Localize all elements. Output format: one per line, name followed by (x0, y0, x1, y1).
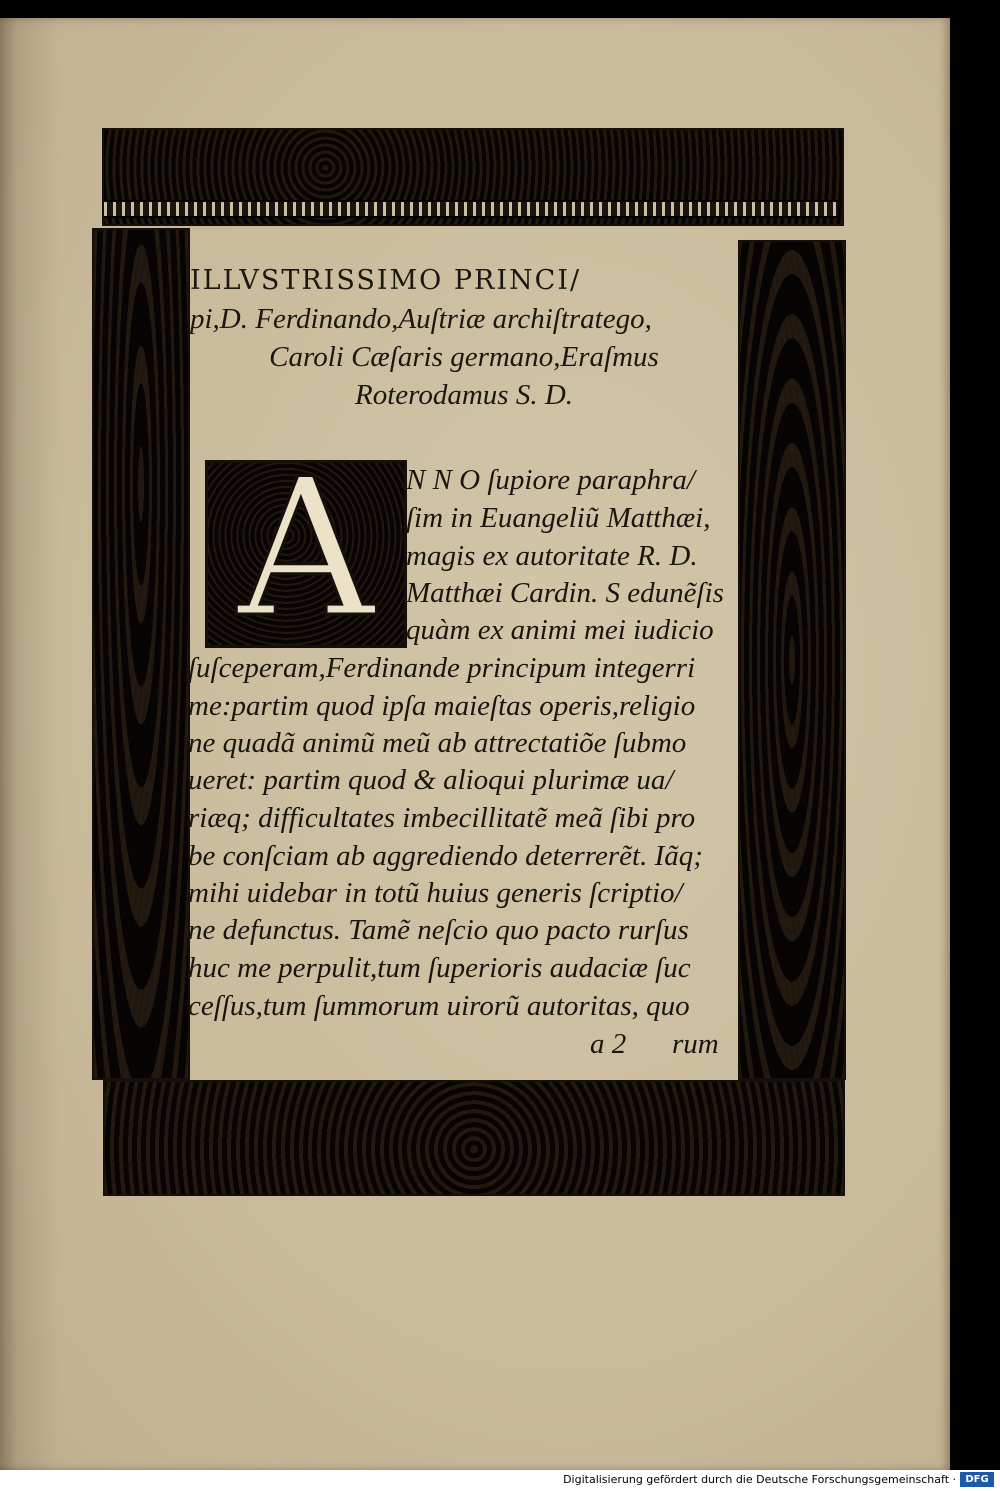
heading-line-2: pi,D. Ferdinando,Auſtriæ archiſtratego, (190, 303, 652, 335)
body-line: quàm ex animi mei iudicio (406, 614, 714, 646)
signature-mark: a 2 (590, 1028, 627, 1060)
body-line: ceſſus,tum ſummorum uirorũ autoritas, quo (188, 990, 690, 1022)
woodcut-border-bottom (103, 1080, 845, 1196)
scan-top-edge (0, 0, 1000, 18)
body-line: ſim in Euangeliũ Matthæi, (406, 502, 711, 534)
body-line: be conſciam ab aggrediendo deterrerẽt. Iãq; (188, 840, 703, 872)
body-line: riæq; difficultates imbecillitatẽ meã ſibi pro (188, 802, 696, 834)
ornament-band-top (104, 200, 838, 218)
decorated-initial (205, 438, 407, 659)
body-line: huc me perpulit,tum ſuperioris audaciæ ſuc (188, 952, 691, 984)
dedication-heading (190, 262, 738, 414)
heading-line-1: ILLVSTRISSIMO PRINCI/ (190, 265, 582, 296)
body-line: ne defunctus. Tamẽ neſcio quo pacto rurſus (188, 914, 689, 946)
initial-letter: A (237, 438, 375, 659)
heading-line-3: Caroli Cæſaris germano,Eraſmus (269, 341, 659, 373)
body-line: ueret: partim quod & alioqui plurimæ ua/ (188, 764, 674, 796)
body-line: ne quadã animũ meũ ab attrectatiõe ſubmo (188, 727, 687, 759)
heading-line-4: Roterodamus S. D. (354, 379, 574, 411)
body-line: ſuſceperam,Ferdinande principum integerri (188, 652, 696, 684)
catchword: rum (672, 1028, 719, 1060)
woodcut-border-left (92, 228, 190, 1080)
funding-credit: Digitalisierung gefördert durch die Deutsche Forschungsgemeinschaft · (563, 1473, 956, 1486)
scan-right-edge (950, 18, 1000, 1470)
body-line: mihi uidebar in totũ huius generis ſcriptio/ (188, 877, 683, 909)
body-line: Matthæi Cardin. S edunẽſis (406, 577, 724, 609)
woodcut-border-right (738, 240, 846, 1080)
body-line: magis ex autoritate R. D. (406, 540, 698, 572)
body-line: N N O ſupiore paraphra/ (406, 464, 695, 496)
body-line: me:partim quod ipſa maieſtas operis,religio (188, 690, 696, 722)
dfg-logo-icon: DFG (960, 1472, 994, 1487)
